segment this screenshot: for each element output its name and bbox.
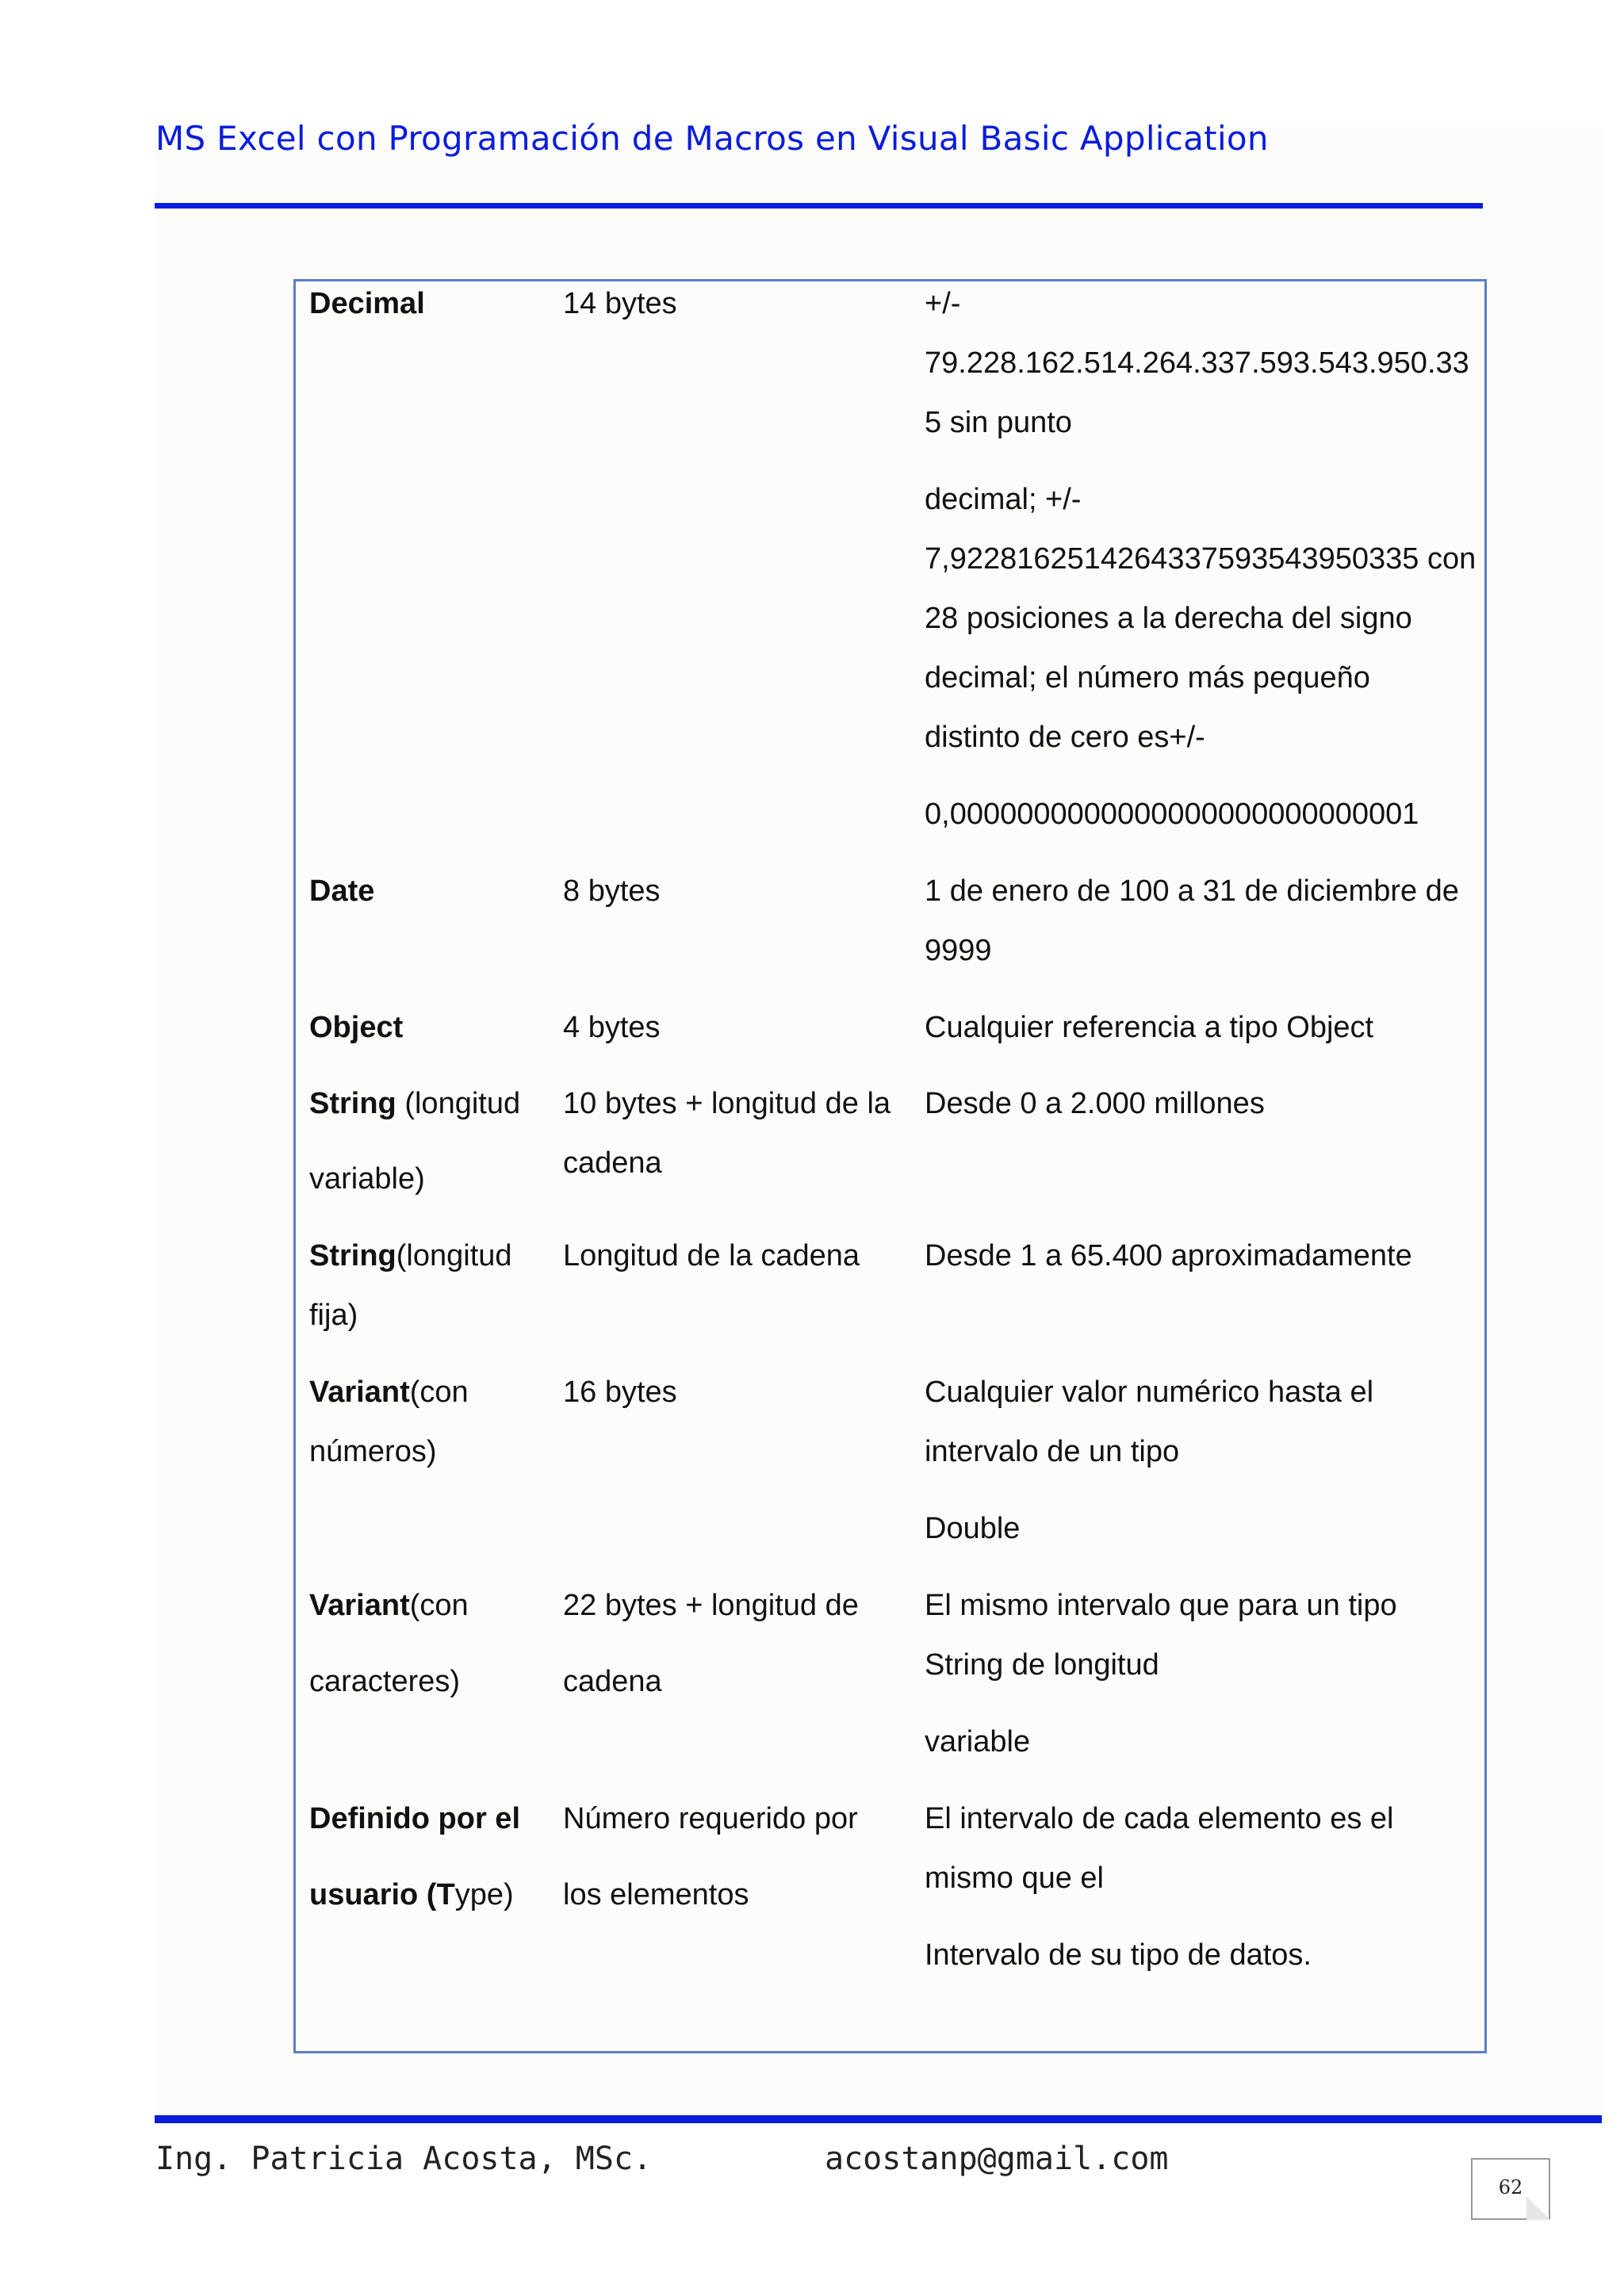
size-cell-object: 4 bytes	[563, 1011, 661, 1044]
range-cell-line: Cualquier referencia a tipo Object	[925, 1011, 1374, 1044]
type-cell-object: Object	[309, 1011, 404, 1044]
type-cell-variant-chars: Variant(con	[309, 1589, 469, 1622]
size-cell-variant-chars-line2: cadena	[563, 1665, 662, 1698]
type-cell-string-variable-line2: variable)	[309, 1162, 425, 1196]
size-cell-string-variable-line2: cadena	[563, 1146, 662, 1180]
range-cell-line: Desde 1 a 65.400 aproximadamente	[925, 1239, 1412, 1272]
type-cell-variant-numbers: Variant(con	[309, 1376, 469, 1409]
range-cell-line: El intervalo de cada elemento es el	[925, 1802, 1394, 1835]
size-cell-variant-chars: 22 bytes + longitud de	[563, 1589, 859, 1622]
type-cell-variant-numbers-line2: números)	[309, 1435, 437, 1468]
range-cell-line: Cualquier valor numérico hasta el	[925, 1376, 1374, 1409]
range-cell-line: Desde 0 a 2.000 millones	[925, 1087, 1265, 1120]
range-cell-line: intervalo de un tipo	[925, 1435, 1180, 1468]
range-cell-line: variable	[925, 1725, 1031, 1758]
type-cell-string-fixed-line2: fija)	[309, 1299, 358, 1332]
range-cell-line: 1 de enero de 100 a 31 de diciembre de	[925, 874, 1459, 908]
page-fold-icon	[1526, 2196, 1550, 2220]
range-cell-line: El mismo intervalo que para un tipo	[925, 1589, 1397, 1622]
header-divider	[155, 203, 1483, 209]
size-cell-date: 8 bytes	[563, 874, 661, 908]
range-cell-line: distinto de cero es+/-	[925, 721, 1205, 754]
size-cell-variant-numbers: 16 bytes	[563, 1376, 677, 1409]
range-cell-line: 7,9228162514264337593543950335 con	[925, 542, 1477, 576]
type-cell-variant-chars-line2: caracteres)	[309, 1665, 461, 1698]
page-header-title: MS Excel con Programación de Macros en Visual Basic Application	[155, 119, 1269, 158]
range-cell-line: String de longitud	[925, 1648, 1159, 1682]
footer-author: Ing. Patricia Acosta, MSc.	[155, 2141, 653, 2177]
size-cell-user-defined: Número requerido por	[563, 1802, 858, 1835]
range-cell-line: mismo que el	[925, 1862, 1104, 1895]
range-cell-line: Intervalo de su tipo de datos.	[925, 1938, 1312, 1972]
range-cell-line: 5 sin punto	[925, 406, 1072, 439]
page-number: 62	[1498, 2176, 1523, 2198]
size-cell-string-fixed: Longitud de la cadena	[563, 1239, 860, 1272]
range-cell-line: 28 posiciones a la derecha del signo	[925, 602, 1412, 635]
size-cell-decimal: 14 bytes	[563, 287, 677, 320]
footer-divider	[155, 2115, 1602, 2123]
range-cell-line: decimal; el número más pequeño	[925, 661, 1370, 695]
type-cell-string-variable: String (longitud	[309, 1087, 521, 1120]
type-cell-decimal: Decimal	[309, 287, 425, 320]
type-cell-date: Date	[309, 874, 375, 908]
type-cell-string-fixed: String(longitud	[309, 1239, 512, 1272]
range-cell-line: Double	[925, 1512, 1021, 1545]
type-cell-user-defined: Definido por el	[309, 1802, 520, 1835]
footer-email: acostanp@gmail.com	[825, 2141, 1169, 2177]
range-cell-line: 9999	[925, 934, 992, 967]
range-cell-line: decimal; +/-	[925, 483, 1082, 516]
range-cell-line: 0,0000000000000000000000000001	[925, 798, 1419, 831]
range-cell-line: 79.228.162.514.264.337.593.543.950.33	[925, 346, 1469, 380]
type-cell-user-defined-line2: usuario (Type)	[309, 1878, 514, 1911]
range-cell-line: +/-	[925, 287, 961, 320]
page-number-box	[1471, 2158, 1550, 2220]
size-cell-string-variable: 10 bytes + longitud de la	[563, 1087, 891, 1120]
size-cell-user-defined-line2: los elementos	[563, 1878, 749, 1911]
